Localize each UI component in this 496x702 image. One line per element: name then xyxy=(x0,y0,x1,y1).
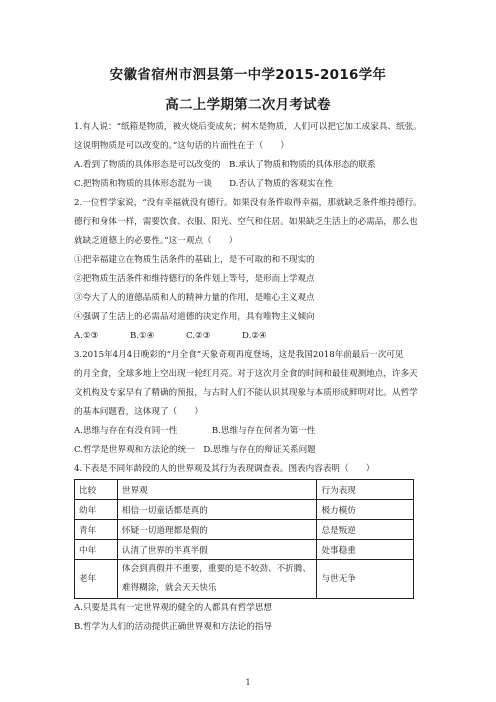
question-2-stem-line: 2.一位哲学家说，“没有幸福就没有德行。如果没有条件取得幸福，那就缺乏条件维持德行。 xyxy=(74,198,422,208)
table-row xyxy=(75,500,414,520)
question-4-option-line: B.哲学为人们的活动提供正确世界观和方法论的指导 xyxy=(74,622,273,632)
table-cell: 怀疑一切道理都是假的 xyxy=(117,520,317,540)
question-2-choices xyxy=(74,327,432,346)
question-3-stem-line: 的基本问题看，这体现了（ ） xyxy=(74,407,203,417)
question-2 xyxy=(74,194,432,346)
table-header-cell: 比较 xyxy=(75,480,118,500)
table-cell: 相信一切童话都是真的 xyxy=(117,500,317,520)
question-4-stem: 4.下表是不同年龄段的人的世界观及其行为表现调查表。图表内容表明（ ） xyxy=(74,464,375,474)
table-header-cell: 世界观 xyxy=(117,480,317,500)
question-3-stem-line: 3.2015年4月4日晚彩的“月全食”天象奇观再度登场，这是我国2018年前最后一次可见 xyxy=(74,350,404,360)
exam-school-title: 安徽省宿州市泗县第一中学2015-2016学年 xyxy=(109,67,387,83)
choice-c: C.②③ xyxy=(186,331,211,341)
page-number: 1 xyxy=(245,678,251,687)
question-1-stem-line: 1.有人说：“纸箱是物质，被火烧后变成灰；树木是物质，人们可以把它加工成家具、纸张。 xyxy=(74,122,422,132)
exam-content xyxy=(74,118,432,637)
table-cell: 幼年 xyxy=(75,500,118,520)
table-cell: 体会到真假并不重要，重要的是不较劲、不折腾、难得糊涂，就会天天快乐 xyxy=(117,560,317,599)
question-3 xyxy=(74,346,432,460)
exam-subtitle: 高二上学期第二次月考试卷 xyxy=(165,97,331,113)
choice-b: B.①④ xyxy=(130,331,155,341)
question-3-stem-line: 的月全食，全球多地上空出现一轮红月亮。对于这次月全食的时间和最佳观测地点，许多天 xyxy=(74,369,418,379)
table-cell: 极力模仿 xyxy=(317,500,414,520)
choice-d: D.②④ xyxy=(242,331,267,341)
question-2-statement: ③夸大了人的道德品质和人的精神力量的作用，是唯心主义观点 xyxy=(74,293,315,303)
table-cell: 处事稳重 xyxy=(317,540,414,560)
question-4-option-line: A.只要是具有一定世界观的健全的人都具有哲学思想 xyxy=(74,603,273,613)
question-1-option-line: C.把物质和物质的具体形态混为一谈 D.否认了物质的客观实在性 xyxy=(74,179,333,189)
question-1-option-line: A.看到了物质的具体形态是可以改变的 B.承认了物质和物质的具体形态的联系 xyxy=(74,160,376,170)
question-3-option-line: C.哲学是世界观和方法论的统一 D.思维与存在的辩证关系问题 xyxy=(74,445,316,455)
table-cell: 青年 xyxy=(75,520,118,540)
question-2-statement: ②把物质生活条件和维持德行的条件划上等号，是形而上学观点 xyxy=(74,274,315,284)
table-cell: 与世无争 xyxy=(317,560,414,599)
question-2-statement: ①把幸福建立在物质生活条件的基础上，是不可取的和不现实的 xyxy=(74,255,315,265)
table-header-row xyxy=(75,480,414,500)
table-row xyxy=(75,560,414,599)
table-cell: 认清了世界的半真半假 xyxy=(117,540,317,560)
question-3-option-line: A.思维与存在有没有同一性 B.思维与存在何者为第一性 xyxy=(74,426,316,436)
survey-table xyxy=(74,479,414,599)
question-3-stem-line: 文机构及专家早有了精确的预报，与古时人们不能认识其现象与本质形成鲜明对比。从哲学 xyxy=(74,388,418,398)
question-1-stem-line: 这说明物质是可以改变的。”这句话的片面性在于（ ） xyxy=(74,141,289,151)
question-2-stem-line: 德行和身体一样，需要饮食、衣服、阳光、空气和住居。如果缺乏生活上的必需品，那么也 xyxy=(74,217,418,227)
question-2-stem-line: 就缺乏道德上的必要性。”这一观点（ ） xyxy=(74,236,238,246)
question-1 xyxy=(74,118,432,194)
choice-a: A.①③ xyxy=(74,331,99,341)
table-row xyxy=(75,540,414,560)
table-cell: 老年 xyxy=(75,560,118,599)
question-4 xyxy=(74,460,432,637)
table-cell: 中年 xyxy=(75,540,118,560)
table-row xyxy=(75,520,414,540)
question-2-statement: ④强调了生活上的必需品对道德的决定作用，具有唯物主义倾向 xyxy=(74,312,315,322)
table-header-cell: 行为表现 xyxy=(317,480,414,500)
table-cell: 总是叛逆 xyxy=(317,520,414,540)
